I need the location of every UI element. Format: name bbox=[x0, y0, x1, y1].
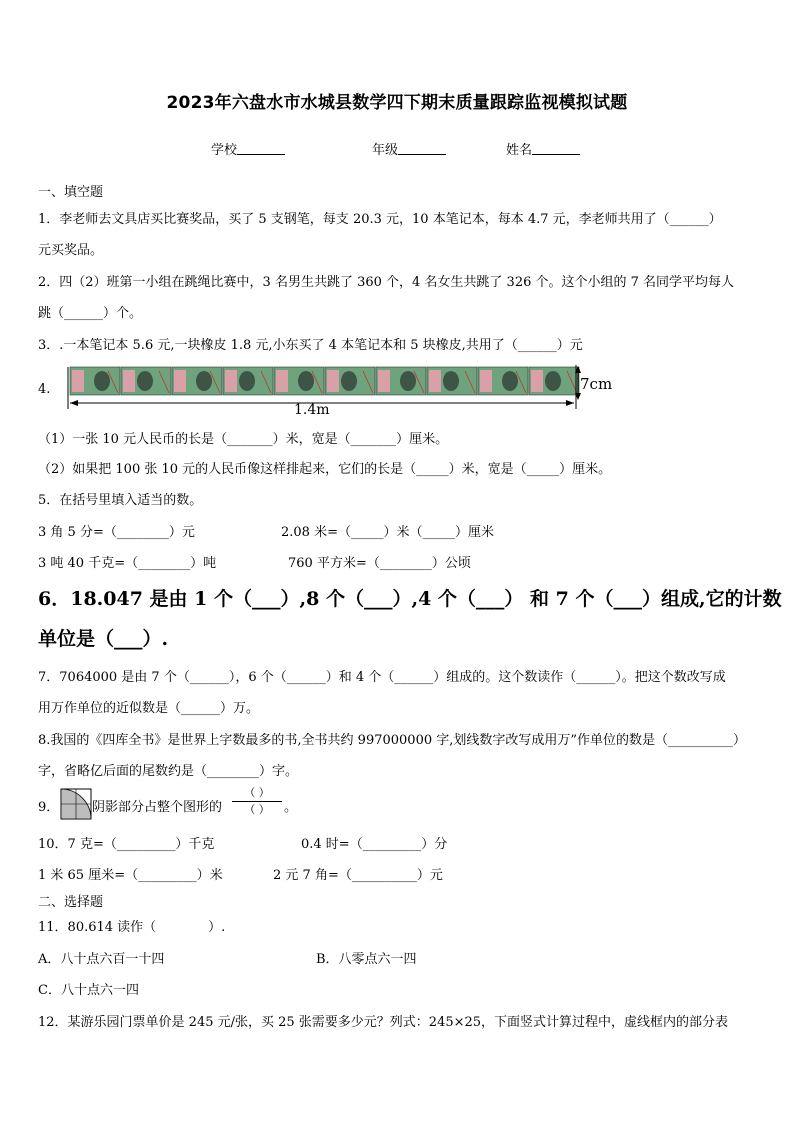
question-4-number: 4. bbox=[38, 382, 51, 397]
banknote bbox=[325, 367, 375, 395]
answer-fraction bbox=[232, 787, 282, 816]
school-field bbox=[211, 139, 285, 158]
question-5-c: 3 吨 40 千克=（________）吨 bbox=[38, 556, 217, 571]
question-10-a: 10．7 克=（_________）千克 bbox=[38, 837, 215, 852]
length-label: 1.4m bbox=[294, 402, 330, 415]
question-6-line-1: 6．18.047 是由 1 个（___）,8 个（___）,4 个（___） 和 7 个（___）组成,它的计数 bbox=[38, 588, 782, 610]
fraction-bar bbox=[232, 801, 282, 802]
banknote bbox=[70, 367, 120, 395]
question-2-line-2: 跳（______）个。 bbox=[38, 306, 143, 321]
question-5: 5．在括号里填入适当的数。 bbox=[38, 493, 203, 508]
question-3: 3．.一本笔记本 5.6 元,一块橡皮 1.8 元,小东买了 4 本笔记本和 5 块橡皮,共用了（______）元 bbox=[38, 338, 583, 353]
question-10-c: 1 米 65 厘米=（_________）米 bbox=[38, 868, 223, 883]
question-9-number: 9． bbox=[38, 800, 60, 815]
school-blank bbox=[237, 142, 285, 155]
question-1-line-2: 元买奖品。 bbox=[38, 243, 104, 258]
section-fill-heading: 一、填空题 bbox=[38, 185, 104, 200]
question-1-line-1: 1．李老师去文具店买比赛奖品，买了 5 支钢笔，每支 20.3 元，10 本笔记本，每本 4.7 元，李老师共用了（______） bbox=[38, 212, 722, 227]
question-7-line-2: 用万作单位的近似数是（______）万。 bbox=[38, 701, 260, 716]
banknote bbox=[223, 367, 273, 395]
question-2-line-1: 2．四（2）班第一小组在跳绳比赛中，3 名男生共跳了 360 个，4 名女生共跳了 326 个。这个小组的 7 名同学平均每人 bbox=[38, 275, 735, 290]
question-4-part-1: （1）一张 10 元人民币的长是（_______）米，宽是（_______）厘米。 bbox=[38, 432, 449, 447]
question-11: 11．80.614 读作（ ）. bbox=[38, 920, 226, 935]
name-field bbox=[506, 139, 580, 158]
question-12: 12．某游乐园门票单价是 245 元/张，买 25 张需要多少元？列式：245×25，下面竖式计算过程中，虚线框内的部分表 bbox=[38, 1015, 729, 1030]
grade-field bbox=[372, 139, 446, 158]
question-5-b: 2.08 米=（_____）米（_____）厘米 bbox=[281, 525, 494, 540]
banknote bbox=[274, 367, 324, 395]
banknote bbox=[529, 367, 579, 395]
banknote bbox=[376, 367, 426, 395]
grade-blank bbox=[398, 142, 446, 155]
question-4-part-2: （2）如果把 100 张 10 元的人民币像这样排起来，它们的长是（_____）米，宽是（_____）厘米。 bbox=[38, 462, 612, 477]
banknote bbox=[478, 367, 528, 395]
question-7-line-1: 7．7064000 是由 7 个（______），6 个（______）和 4 个（______）组成的。这个数读作（______）。把这个数改写成 bbox=[38, 670, 726, 685]
shaded-square-figure bbox=[60, 788, 92, 820]
question-11-option-a: A．八十点六百一十四 bbox=[38, 952, 165, 967]
banknote-figure bbox=[66, 363, 626, 415]
question-5-d: 760 平方米=（________）公顷 bbox=[288, 556, 471, 571]
question-10-d: 2 元 7 角=（__________）元 bbox=[273, 868, 443, 883]
page-title: 2023年六盘水市水城县数学四下期末质量跟踪监视模拟试题 bbox=[166, 93, 628, 113]
school-label: 学校 bbox=[211, 143, 238, 158]
grade-label: 年级 bbox=[372, 143, 399, 158]
question-5-a: 3 角 5 分=（________）元 bbox=[38, 525, 195, 540]
name-label: 姓名 bbox=[506, 143, 533, 158]
width-label: 7cm bbox=[580, 375, 613, 393]
banknote bbox=[427, 367, 477, 395]
question-11-option-b: B．八零点六一四 bbox=[316, 952, 417, 967]
name-blank bbox=[532, 142, 580, 155]
question-6-line-2: 单位是（___）. bbox=[38, 628, 169, 650]
question-11-option-c: C．八十点六一四 bbox=[38, 983, 139, 998]
question-8-line-2: 字，省略亿后面的尾数约是（________）字。 bbox=[38, 764, 299, 779]
length-arrow-right-head bbox=[566, 400, 574, 406]
length-arrow-left-head bbox=[70, 400, 78, 406]
question-9-period: 。 bbox=[284, 800, 298, 815]
banknote-row bbox=[70, 367, 579, 395]
fraction-numerator-blank: （ ） bbox=[244, 786, 270, 799]
question-10-b: 0.4 时=（_________）分 bbox=[301, 837, 448, 852]
question-8-line-1: 8.我国的《四库全书》是世界上字数最多的书,全书共约 997000000 字,划线数字改写成用万”作单位的数是（__________） bbox=[38, 733, 747, 748]
banknote bbox=[172, 367, 222, 395]
banknote bbox=[121, 367, 171, 395]
section-choice-heading: 二、选择题 bbox=[38, 895, 104, 910]
fraction-denominator-blank: （ ） bbox=[244, 803, 270, 816]
question-9-text: 阴影部分占整个图形的 bbox=[92, 800, 223, 815]
